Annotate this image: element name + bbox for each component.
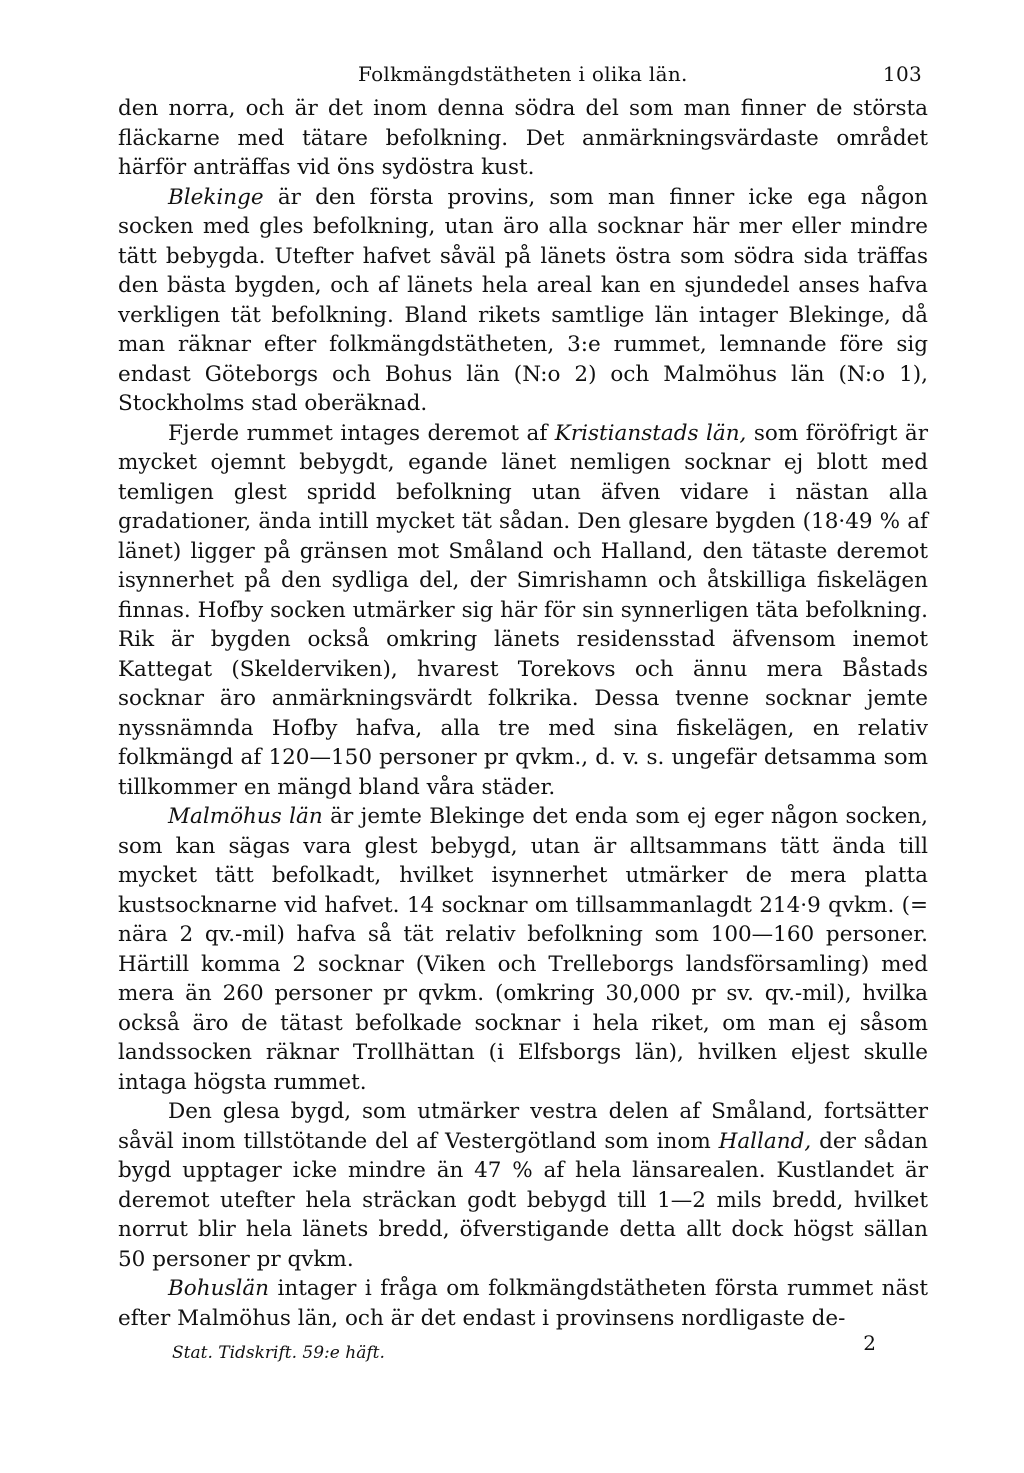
paragraph bbox=[118, 183, 928, 419]
italic-term: Bohuslän bbox=[168, 1276, 270, 1301]
signature-mark: Stat. Tidskrift. 59:e häft. bbox=[172, 1343, 385, 1363]
paragraph bbox=[118, 1274, 928, 1333]
body-text bbox=[118, 94, 928, 1333]
page-number: 103 bbox=[882, 62, 922, 86]
text-run: der sådan bygd upptager icke mindre än 47 % af hela länsarealen. Kustlandet är deremot utefter hela sträckan godt bebygd till 1—2 mils bredd, hvilket norrut blir hela länets bredd, öfverstigande detta allt dock högst sällan 50 personer pr qvkm. bbox=[118, 1128, 928, 1272]
text-run: som föröfrigt är mycket ojemnt bebygdt, egande länet nemligen socknar ej blott med temligen glest spridd befolkning utan äfven vidare i nästan alla gradationer, ända intill mycket tät sådan. Den glesare bygden (18·49 % af länet) ligger på gränsen mot Småland och Halland, den tätaste deremot isynnerhet på den sydliga del, der Simrishamn och åtskilliga fiskelägen finnas. Hofby socken utmärker sig här för sin synnerligen täta befolkning. Rik är bygden också omkring länets residensstad äfvensom inemot Kattegat (Skelderviken), hvarest Torekovs och ännu mera Båstads socknar äro anmärkningsvärdt folkrika. Dessa tvenne socknar jemte nyssnämnda Hofby hafva, alla tre med sina fiskelägen, en relativ folkmängd af 120—150 personer pr qvkm., d. v. s. ungefär detsamma som tillkommer en mängd bland våra städer. bbox=[118, 420, 928, 800]
italic-term: Blekinge bbox=[168, 184, 264, 210]
document-page bbox=[118, 58, 928, 1367]
page-footer bbox=[118, 1331, 928, 1367]
running-header bbox=[118, 58, 928, 94]
sheet-number: 2 bbox=[863, 1331, 876, 1355]
text-run: intager i fråga om folkmängdstätheten första rummet näst efter Malmöhus län, och är det endast i provinsens nordligaste de- bbox=[118, 1276, 928, 1331]
paragraph bbox=[118, 802, 928, 1097]
paragraph bbox=[118, 94, 928, 183]
text-run: är den första provins, som man finner icke ega någon socken med gles befolkning, utan äro alla socknar här mer eller mindre tätt bebygda. Utefter hafvet såväl på länets östra som södra sida träffas den bästa bygden, och af länets hela areal kan en sjundedel anses hafva verkligen tät befolkning. Bland rikets samtlige län intager Blekinge, då man räknar efter folkmängdstätheten, 3:e rummet, lemnande före sig endast Göteborgs och Bohus län (N:o 2) och Malmöhus län (N:o 1), Stockholms stad oberäknad. bbox=[118, 184, 928, 416]
text-run: Fjerde rummet intages deremot af bbox=[168, 420, 555, 446]
italic-term: Malmöhus län bbox=[168, 804, 323, 829]
text-run: den norra, och är det inom denna södra del som man finner de största fläckarne med tätare befolkning. Det anmärkningsvärdaste området härför anträffas vid öns sydöstra kust. bbox=[118, 96, 928, 180]
paragraph bbox=[118, 1097, 928, 1274]
italic-term: Halland, bbox=[718, 1128, 812, 1154]
paragraph bbox=[118, 419, 928, 803]
text-run: Den glesa bygd, som utmärker vestra delen af Småland, fortsätter såväl inom tillstötande del af Vestergötland som inom bbox=[118, 1099, 928, 1154]
italic-term: Kristianstads län, bbox=[554, 420, 747, 446]
text-run: är jemte Blekinge det enda som ej eger någon socken, som kan sägas vara glest bebygd, utan är alltsammans tätt ända till mycket tätt befolkadt, hvilket isynnerhet utmärker de mera platta kustsocknarne vid hafvet. 14 socknar om tillsammanlagdt 214·9 qvkm. (= nära 2 qv.-mil) hafva så tät relativ befolkning som 100—160 personer. Härtill komma 2 socknar (Viken och Trelleborgs landsförsamling) med mera än 260 personer pr qvkm. (omkring 30,000 pr sv. qv.-mil), hvilka också äro de tätast befolkade socknar i hela riket, om man ej såsom landssocken räknar Trollhättan (i Elfsborgs län), hvilken eljest skulle intaga högsta rummet. bbox=[118, 804, 928, 1095]
running-title: Folkmängdstätheten i olika län. bbox=[358, 62, 688, 86]
